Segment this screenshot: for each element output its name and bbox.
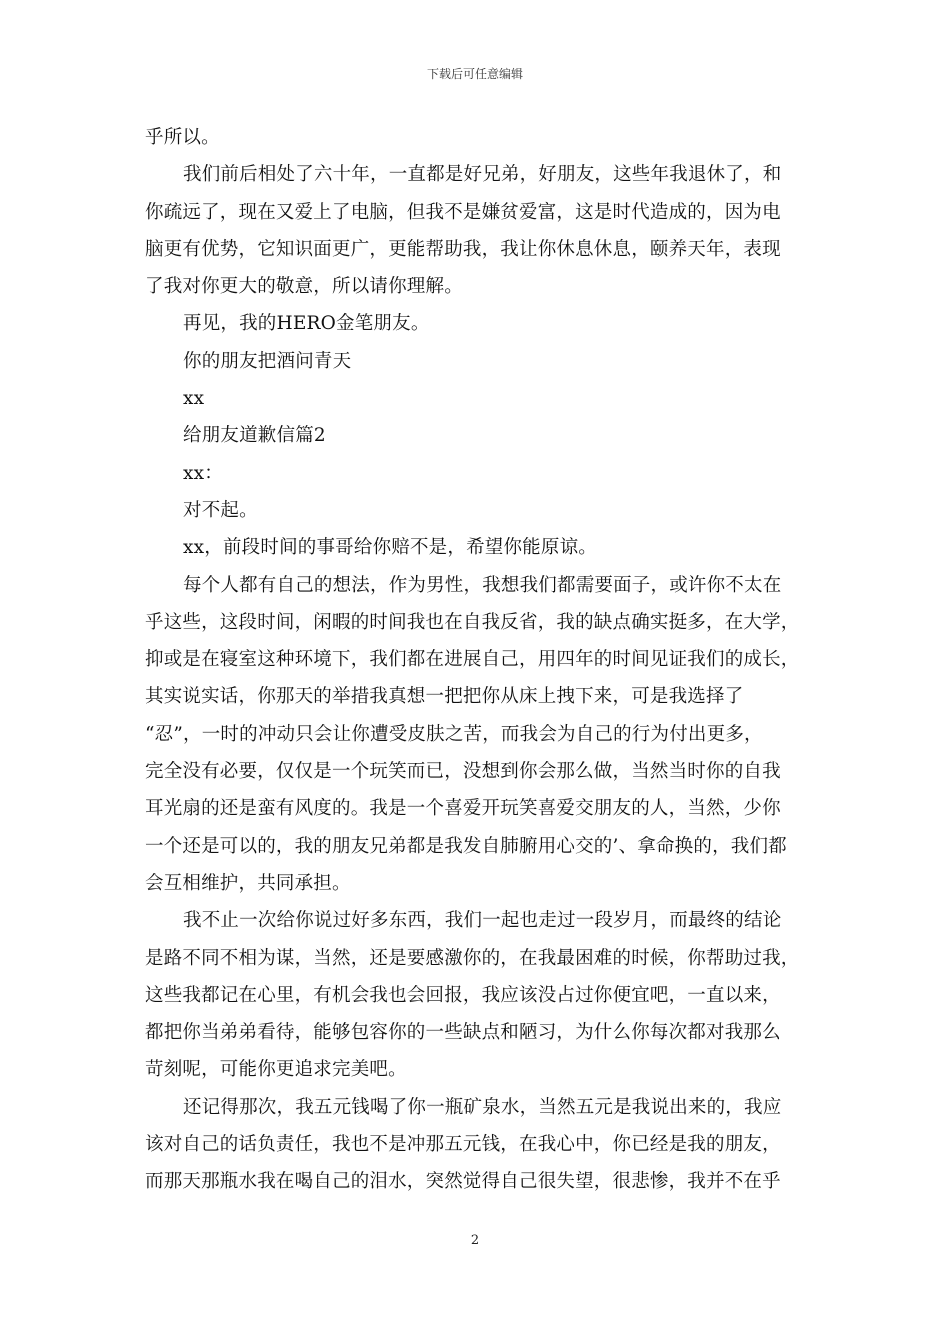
body-text-line: 给朋友道歉信篇2 (183, 425, 326, 447)
body-text-line: 我不止一次给你说过好多东西，我们一起也走过一段岁月，而最终的结论 (183, 910, 782, 932)
body-text-line: 你疏远了，现在又爱上了电脑，但我不是嫌贫爱富，这是时代造成的，因为电 (145, 201, 781, 223)
body-text-line: 这些我都记在心里，有机会我也会回报，我应该没占过你便宜吧，一直以来， (145, 984, 781, 1006)
body-text-line: 我们前后相处了六十年，一直都是好兄弟，好朋友，这些年我退休了，和 (183, 164, 782, 186)
body-text-line: 还记得那次，我五元钱喝了你一瓶矿泉水，当然五元是我说出来的，我应 (183, 1096, 782, 1118)
body-text-line: 对不起。 (183, 499, 258, 521)
body-text-line: 都把你当弟弟看待，能够包容你的一些缺点和陋习，为什么你每次都对我那么 (145, 1022, 781, 1044)
body-text-line: 一个还是可以的，我的朋友兄弟都是我发自肺腑用心交的’、拿命换的，我们都 (145, 835, 787, 857)
body-text-line: xx (183, 388, 205, 410)
body-text-line: 该对自己的话负责任，我也不是冲那五元钱，在我心中，你已经是我的朋友， (145, 1134, 781, 1156)
body-text-line: xx，前段时间的事哥给你赔不是，希望你能原谅。 (183, 537, 597, 559)
page-number: 2 (470, 1233, 480, 1248)
body-text-line: “忍”，一时的冲动只会让你遭受皮肤之苦，而我会为自己的行为付出更多， (145, 723, 763, 745)
body-text-line: 你的朋友把酒问青天 (183, 350, 352, 372)
document-body (145, 124, 821, 1206)
body-text-line: 脑更有优势，它知识面更广，更能帮助我，我让你休息休息，颐养天年，表现 (145, 238, 781, 260)
body-text-line: 乎这些，这段时间，闲暇的时间我也在自我反省，我的缺点确实挺多，在大学， (145, 611, 800, 633)
body-text-line: 乎所以。 (145, 127, 220, 148)
body-text-line: 而那天那瓶水我在喝自己的泪水，突然觉得自己很失望，很悲惨，我并不在乎 (145, 1171, 781, 1193)
body-text-line: 会互相维护，共同承担。 (145, 872, 351, 894)
page-header-note: 下载后可任意编辑 (426, 67, 523, 81)
body-text-line: 抑或是在寝室这种环境下，我们都在进展自己，用四年的时间见证我们的成长， (145, 649, 800, 671)
body-text-line: 完全没有必要，仅仅是一个玩笑而已，没想到你会那么做，当然当时你的自我 (145, 761, 781, 783)
body-text-line: xx： (183, 462, 223, 484)
body-text-line: 其实说实话，你那天的举措我真想一把把你从床上拽下来，可是我选择了 (145, 686, 744, 708)
body-text-line: 每个人都有自己的想法，作为男性，我想我们都需要面子，或许你不太在 (183, 574, 782, 596)
body-text-line: 是路不同不相为谋，当然，还是要感激你的，在我最困难的时候，你帮助过我， (145, 947, 800, 969)
body-text-line: 苛刻呢，可能你更追求完美吧。 (145, 1059, 407, 1081)
body-text-line: 再见，我的HERO金笔朋友。 (183, 313, 430, 335)
body-text-line: 了我对你更大的敬意，所以请你理解。 (145, 276, 463, 298)
body-text-line: 耳光扇的还是蛮有风度的。我是一个喜爱开玩笑喜爱交朋友的人，当然，少你 (145, 798, 781, 820)
